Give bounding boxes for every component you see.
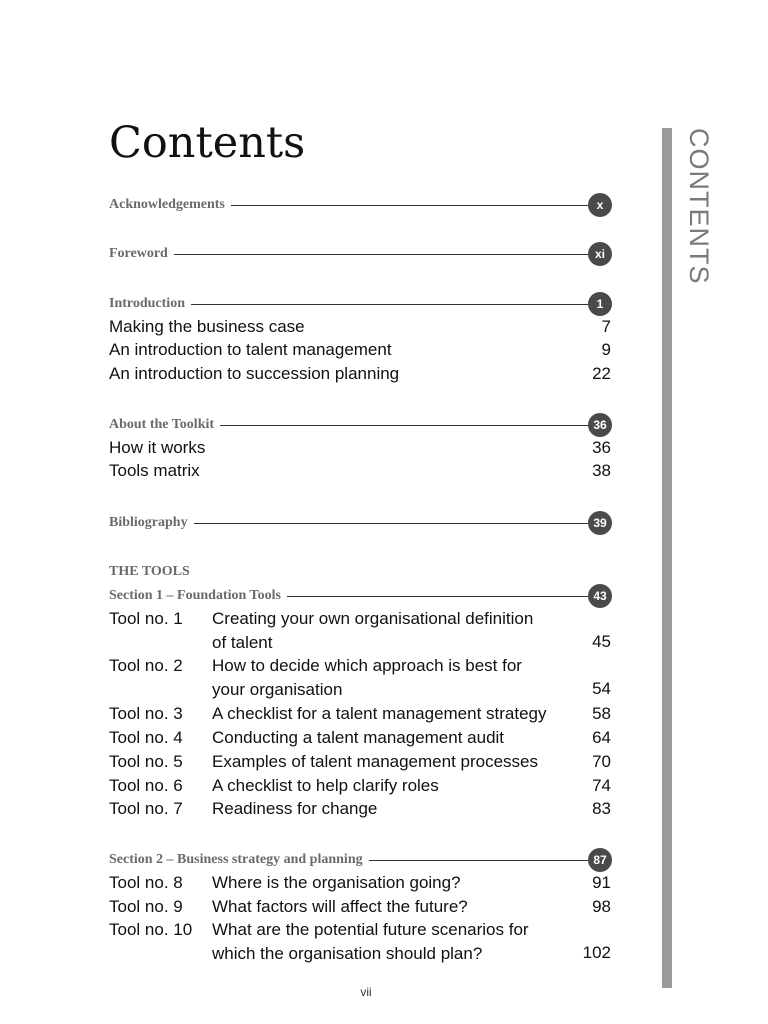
tool-page: 102 bbox=[582, 943, 611, 963]
footer-page-number: vii bbox=[360, 985, 372, 999]
tool-page: 54 bbox=[592, 679, 611, 699]
tool-title: What factors will affect the future? bbox=[212, 897, 468, 916]
page-circle: 39 bbox=[588, 511, 612, 535]
tool-number: Tool no. 7 bbox=[109, 799, 183, 818]
tool-number: Tool no. 2 bbox=[109, 656, 183, 675]
tool-number: Tool no. 9 bbox=[109, 897, 183, 916]
entry-page: 36 bbox=[592, 438, 611, 457]
section-label: Section 2 – Business strategy and planning bbox=[109, 852, 363, 867]
entry-title: Tools matrix bbox=[109, 461, 200, 480]
page-title: Contents bbox=[109, 118, 306, 168]
page-circle: 43 bbox=[588, 584, 612, 608]
entry-title: An introduction to talent management bbox=[109, 340, 392, 359]
tool-number: Tool no. 6 bbox=[109, 776, 183, 795]
tool-title: Conducting a talent management audit bbox=[212, 728, 505, 747]
entry-page: 7 bbox=[601, 317, 611, 336]
section-introduction[interactable] bbox=[109, 292, 612, 316]
tool-title: What are the potential future scenarios for which the organisation should plan? bbox=[212, 920, 529, 963]
page-circle: 36 bbox=[588, 413, 612, 437]
tool-number: Tool no. 1 bbox=[109, 609, 183, 628]
section-label: Foreword bbox=[109, 246, 168, 261]
section-about-toolkit[interactable] bbox=[109, 413, 612, 437]
tool-title: Where is the organisation going? bbox=[212, 873, 461, 892]
section-label: Acknowledgements bbox=[109, 197, 225, 212]
tool-entry[interactable] bbox=[109, 895, 611, 919]
tool-title: Examples of talent management processes bbox=[212, 752, 539, 771]
page-circle: 87 bbox=[588, 848, 612, 872]
tool-page: 64 bbox=[592, 728, 611, 748]
tool-page: 45 bbox=[592, 632, 611, 652]
section-bibliography[interactable] bbox=[109, 511, 612, 535]
section-2-business-strategy[interactable] bbox=[109, 848, 612, 872]
tool-page: 91 bbox=[592, 873, 611, 893]
tools-heading: THE TOOLS bbox=[109, 564, 190, 579]
leader-line bbox=[174, 254, 588, 255]
tool-page: 74 bbox=[592, 776, 611, 796]
leader-line bbox=[287, 596, 588, 597]
tool-number: Tool no. 8 bbox=[109, 873, 183, 892]
side-bar bbox=[662, 128, 672, 988]
section-label: Bibliography bbox=[109, 515, 188, 530]
tool-page: 83 bbox=[592, 799, 611, 819]
tool-title: A checklist for a talent management strategy bbox=[212, 704, 547, 723]
entry-title: Making the business case bbox=[109, 317, 305, 336]
entry-title: An introduction to succession planning bbox=[109, 364, 400, 383]
page-circle: 1 bbox=[588, 292, 612, 316]
section-acknowledgements[interactable] bbox=[109, 193, 612, 217]
tool-number: Tool no. 5 bbox=[109, 752, 183, 771]
entry-page: 22 bbox=[592, 364, 611, 383]
tool-page: 98 bbox=[592, 897, 611, 917]
tool-entry[interactable] bbox=[109, 750, 611, 774]
tool-number: Tool no. 4 bbox=[109, 728, 183, 747]
toc-entry[interactable] bbox=[109, 315, 611, 339]
tool-title: Creating your own organisational definition of talent bbox=[212, 609, 534, 652]
tool-number: Tool no. 10 bbox=[109, 920, 193, 939]
toc-entry[interactable] bbox=[109, 362, 611, 386]
leader-line bbox=[231, 205, 588, 206]
tool-number: Tool no. 3 bbox=[109, 704, 183, 723]
tool-page: 70 bbox=[592, 752, 611, 772]
tool-title: How to decide which approach is best for your organisation bbox=[212, 656, 522, 699]
entry-title: How it works bbox=[109, 438, 206, 457]
page-circle: x bbox=[588, 193, 612, 217]
tool-entry[interactable] bbox=[109, 918, 611, 965]
entry-page: 9 bbox=[601, 340, 611, 359]
toc-entry[interactable] bbox=[109, 338, 611, 362]
tool-entry[interactable] bbox=[109, 797, 611, 821]
leader-line bbox=[220, 425, 588, 426]
section-label: About the Toolkit bbox=[109, 417, 215, 432]
section-label: Section 1 – Foundation Tools bbox=[109, 588, 281, 603]
tool-entry[interactable] bbox=[109, 607, 611, 654]
entry-page: 38 bbox=[592, 461, 611, 480]
tool-title: A checklist to help clarify roles bbox=[212, 776, 439, 795]
toc-entry[interactable] bbox=[109, 436, 611, 460]
section-label: Introduction bbox=[109, 296, 185, 311]
section-foreword[interactable] bbox=[109, 242, 612, 266]
tool-page: 58 bbox=[592, 704, 611, 724]
leader-line bbox=[191, 304, 588, 305]
leader-line bbox=[194, 523, 588, 524]
leader-line bbox=[369, 860, 588, 861]
tool-entry[interactable] bbox=[109, 774, 611, 798]
section-1-foundation-tools[interactable] bbox=[109, 584, 612, 608]
tool-entry[interactable] bbox=[109, 702, 611, 726]
side-label: CONTENTS bbox=[684, 128, 714, 285]
page-circle: xi bbox=[588, 242, 612, 266]
tool-entry[interactable] bbox=[109, 871, 611, 895]
tool-entry[interactable] bbox=[109, 726, 611, 750]
tool-title: Readiness for change bbox=[212, 799, 378, 818]
tool-entry[interactable] bbox=[109, 654, 611, 701]
toc-entry[interactable] bbox=[109, 459, 611, 483]
